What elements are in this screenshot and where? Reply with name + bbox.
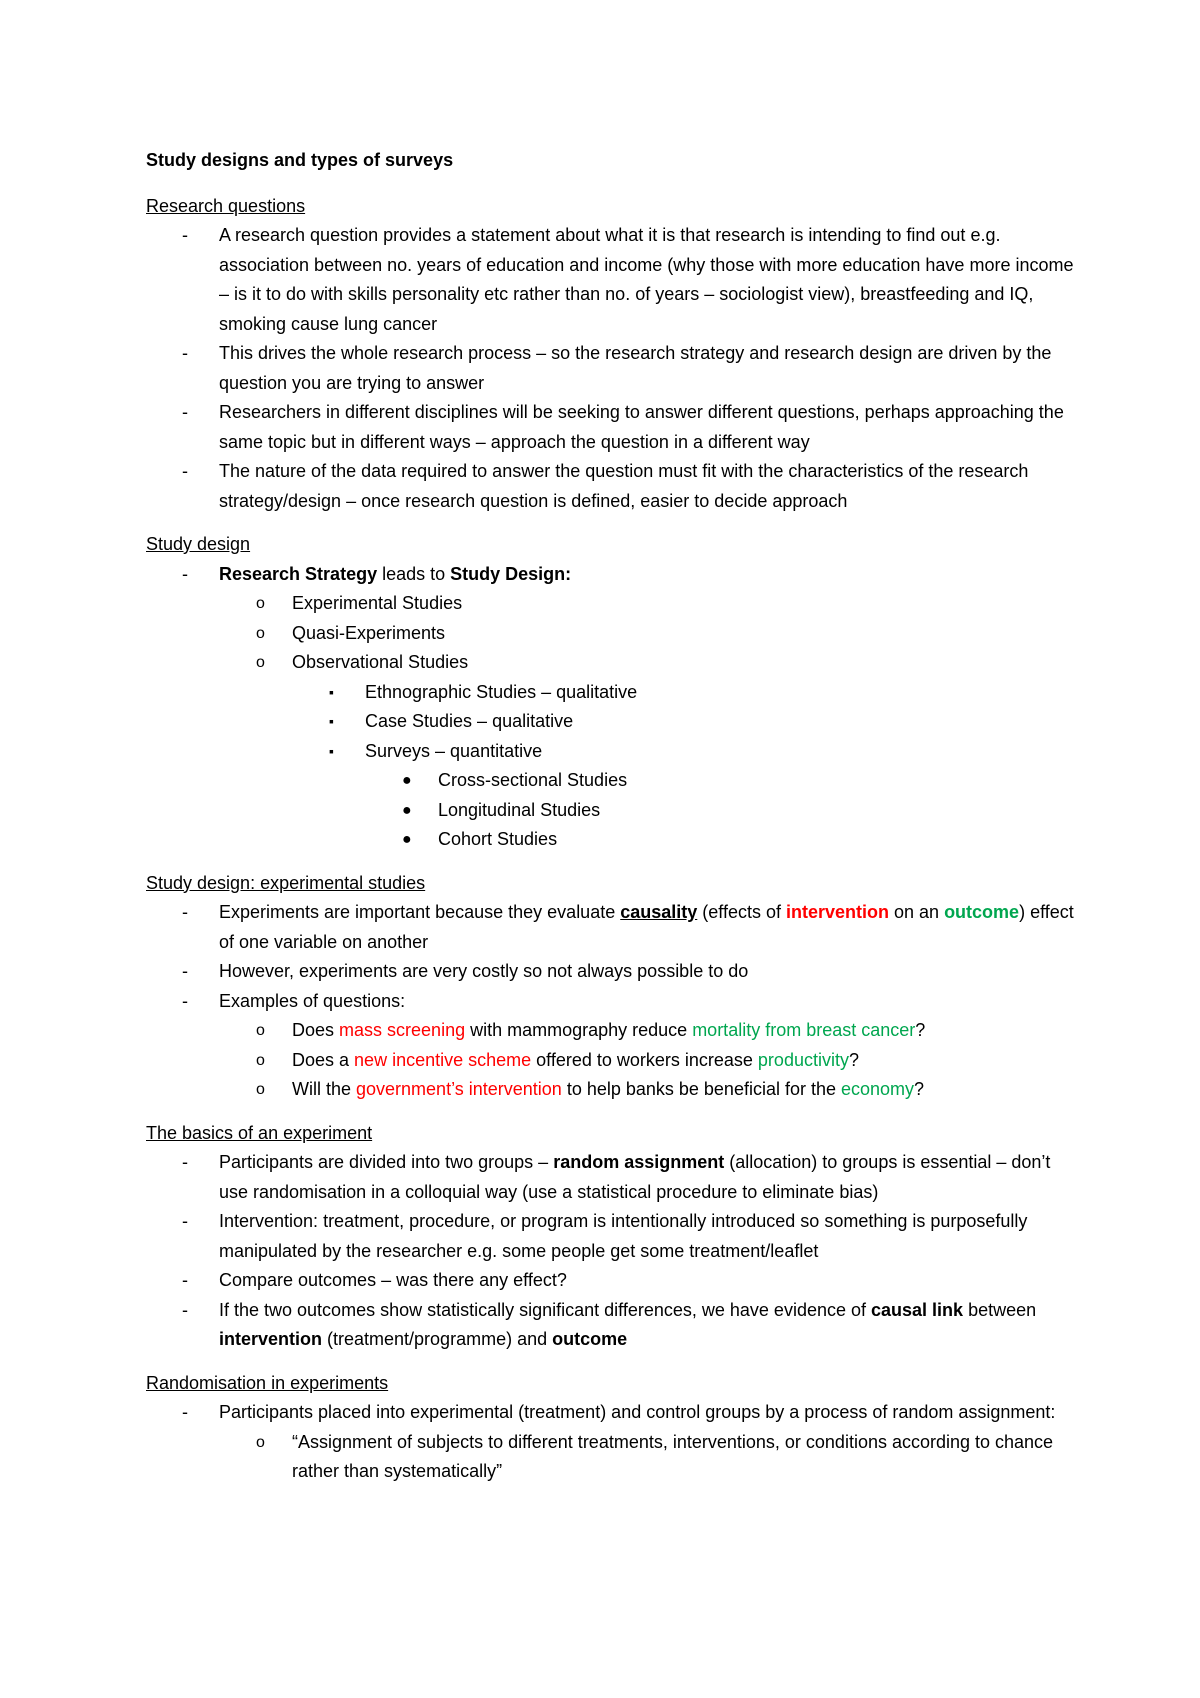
item-text: Surveys – quantitative <box>365 740 543 761</box>
circle-marker: o <box>256 1022 265 1039</box>
document-page <box>146 146 1076 1501</box>
item-text: Quasi-Experiments <box>292 622 446 643</box>
bold-text: random assignment <box>553 1152 725 1172</box>
dash-marker: - <box>182 225 188 245</box>
list-item <box>146 1428 1076 1487</box>
bullet-marker: ● <box>402 801 412 819</box>
item-text: This drives the whole research process – so the research strategy and research design are driven by the question you are trying to answer <box>219 343 1052 393</box>
dash-marker: - <box>182 990 188 1011</box>
bold-text: intervention <box>219 1329 323 1349</box>
item-text: Intervention: treatment, procedure, or program is intentionally introduced so something is purposefully manipulated by the researcher e.g. some people get some treatment/leaflet <box>219 1211 1028 1261</box>
item-text: Case Studies – qualitative <box>365 711 574 731</box>
list-item <box>146 560 1076 590</box>
intervention-text: government’s intervention <box>356 1079 562 1099</box>
list-item <box>146 457 1076 516</box>
item-text: ) effect of one variable on another <box>219 902 1074 952</box>
dash-marker: - <box>182 563 188 584</box>
item-text: Observational Studies <box>292 652 469 672</box>
section-heading: Study design: experimental studies <box>146 872 426 893</box>
list-item <box>146 1207 1076 1266</box>
item-text: between <box>963 1299 1037 1320</box>
document-title: Study designs and types of surveys <box>146 150 454 170</box>
bold-text: Research Strategy <box>219 563 378 584</box>
list-item <box>146 766 1076 796</box>
section-experimental-studies <box>146 869 1076 1105</box>
circle-marker: o <box>256 1081 265 1098</box>
list-item <box>146 678 1076 708</box>
item-text: If the two outcomes show statistically significant differences, we have evidence of <box>219 1299 871 1320</box>
list-item <box>146 796 1076 826</box>
list-item <box>146 957 1076 987</box>
dash-marker: - <box>182 1270 188 1290</box>
item-text: Ethnographic Studies – qualitative <box>365 681 638 702</box>
dash-marker: - <box>182 1299 188 1320</box>
list-item <box>146 1148 1076 1207</box>
section-study-design <box>146 530 1076 855</box>
item-text: Does a <box>292 1049 355 1070</box>
dash-marker: - <box>182 1211 188 1231</box>
bold-text: outcome <box>552 1329 628 1349</box>
bold-text: Study Design: <box>450 563 572 584</box>
item-text: Participants are divided into two groups – <box>219 1152 554 1172</box>
item-text: Experimental Studies <box>292 593 463 613</box>
intervention-text: new incentive scheme <box>354 1049 532 1070</box>
list-item <box>146 1266 1076 1296</box>
item-text: Cohort Studies <box>438 829 558 849</box>
item-text: The nature of the data required to answer the question must fit with the characteristics of the research strategy/design – once research question is defined, easier to decide approach <box>219 461 1029 511</box>
list-item <box>146 1296 1076 1355</box>
square-marker: ▪ <box>329 742 334 759</box>
item-text: A research question provides a statement about what it is that research is intending to find out e.g. association between no. years of education and income (why those with more education have more income – is it to do with skills personality etc rather than no. of years – sociologist view), breastfeeding and IQ, smoking cause lung cancer <box>219 225 1074 334</box>
circle-marker: o <box>256 595 265 612</box>
dash-marker: - <box>182 902 188 922</box>
dash-marker: - <box>182 1152 188 1172</box>
item-text: with mammography reduce <box>465 1020 693 1040</box>
list-item <box>146 1398 1076 1428</box>
list-item <box>146 1046 1076 1076</box>
item-text: Will the <box>292 1079 357 1099</box>
section-research-questions <box>146 192 1076 517</box>
outcome-text: mortality from breast cancer <box>692 1020 916 1040</box>
list-item <box>146 339 1076 398</box>
section-heading: Research questions <box>146 195 306 216</box>
bold-text: causal link <box>871 1299 964 1320</box>
list-item <box>146 1016 1076 1046</box>
circle-marker: o <box>256 1051 265 1069</box>
list-item <box>146 987 1076 1017</box>
keyword-outcome: outcome <box>944 902 1020 922</box>
item-text: However, experiments are very costly so not always possible to do <box>219 961 749 981</box>
intervention-text: mass screening <box>339 1020 466 1040</box>
outcome-text: economy <box>841 1079 915 1099</box>
item-text: Researchers in different disciplines will be seeking to answer different questions, perhaps approaching the same topic but in different ways – approach the question in a different way <box>219 402 1064 452</box>
section-randomisation <box>146 1369 1076 1487</box>
section-basics-of-experiment <box>146 1119 1076 1355</box>
item-text: Does <box>292 1020 340 1040</box>
square-marker: ▪ <box>329 683 334 700</box>
list-item <box>146 398 1076 457</box>
item-text: Compare outcomes – was there any effect? <box>219 1270 567 1290</box>
list-item <box>146 589 1076 619</box>
item-text: (allocation) to groups is essential – don’t use randomisation in a colloquial way (use a statistical procedure to eliminate bias) <box>219 1152 1051 1202</box>
item-text: (treatment/programme) and <box>322 1329 553 1349</box>
circle-marker: o <box>256 654 265 671</box>
section-heading: The basics of an experiment <box>146 1122 373 1143</box>
list-item <box>146 619 1076 649</box>
dash-marker: - <box>182 461 188 481</box>
bullet-marker: ● <box>402 772 412 789</box>
item-text: ? <box>914 1079 925 1099</box>
dash-marker: - <box>182 1402 188 1422</box>
item-text: Cross-sectional Studies <box>438 770 628 790</box>
circle-marker: o <box>256 1433 265 1451</box>
item-text: to help banks be beneficial for the <box>561 1079 841 1099</box>
keyword-causality: causality <box>620 902 698 922</box>
list-item <box>146 898 1076 957</box>
item-text: leads to <box>377 563 451 584</box>
dash-marker: - <box>182 402 188 422</box>
list-item <box>146 825 1076 855</box>
dash-marker: - <box>182 961 188 981</box>
item-text: offered to workers increase <box>531 1049 758 1070</box>
item-text: ? <box>848 1049 859 1070</box>
outcome-text: productivity <box>757 1049 849 1070</box>
list-item <box>146 648 1076 678</box>
list-item <box>146 1075 1076 1105</box>
keyword-intervention: intervention <box>786 902 890 922</box>
item-text: ? <box>915 1020 926 1040</box>
dash-marker: - <box>182 343 188 363</box>
list-item <box>146 221 1076 339</box>
item-text: Participants placed into experimental (treatment) and control groups by a process of random assignment: <box>219 1402 1056 1422</box>
item-text: Examples of questions: <box>219 990 406 1011</box>
bullet-marker: ● <box>402 831 412 848</box>
circle-marker: o <box>256 624 265 642</box>
item-text: Experiments are important because they evaluate <box>219 902 621 922</box>
section-heading: Study design <box>146 534 251 554</box>
item-text: on an <box>889 902 945 922</box>
item-text: Longitudinal Studies <box>438 799 601 820</box>
list-item <box>146 737 1076 767</box>
list-item <box>146 707 1076 737</box>
item-text: (effects of <box>697 902 786 922</box>
section-heading: Randomisation in experiments <box>146 1372 389 1393</box>
square-marker: ▪ <box>329 713 334 729</box>
item-text: “Assignment of subjects to different treatments, interventions, or conditions according to chance rather than systematically” <box>292 1431 1054 1481</box>
